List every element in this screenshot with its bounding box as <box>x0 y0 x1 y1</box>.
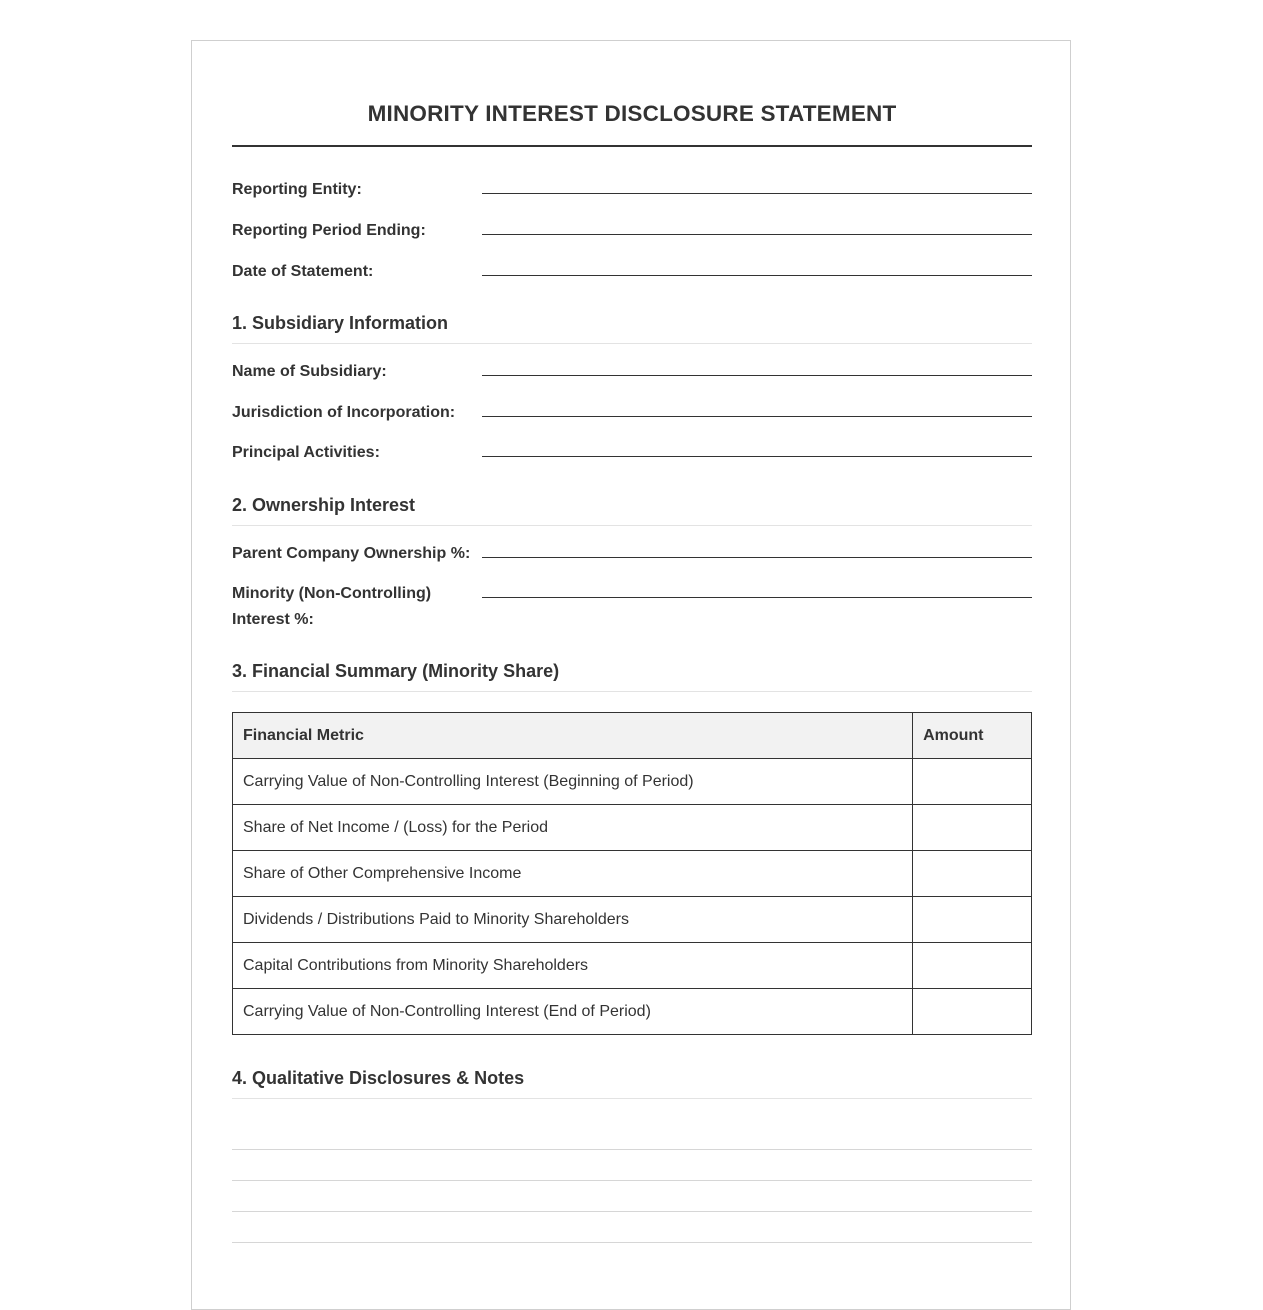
metric-cell: Carrying Value of Non-Controlling Interest (Beginning of Period) <box>233 759 913 805</box>
table-header-row <box>233 713 1032 759</box>
notes-line[interactable] <box>232 1242 1032 1243</box>
field-label: Minority (Non-Controlling) Interest %: <box>232 585 432 628</box>
field-label: Jurisdiction of Incorporation: <box>232 404 456 421</box>
metric-cell: Capital Contributions from Minority Shareholders <box>233 943 913 989</box>
amount-cell[interactable] <box>913 943 1032 989</box>
subsidiary-name-field[interactable] <box>232 359 1032 389</box>
statement-date-field[interactable] <box>232 259 1032 289</box>
title-divider <box>232 145 1032 147</box>
metric-cell: Share of Net Income / (Loss) for the Period <box>233 805 913 851</box>
table-row <box>233 851 1032 897</box>
field-line[interactable] <box>482 557 1032 558</box>
table-row <box>233 943 1032 989</box>
table-row <box>233 989 1032 1035</box>
field-label: Reporting Period Ending: <box>232 222 426 239</box>
section-divider <box>232 343 1032 344</box>
table-row <box>233 805 1032 851</box>
field-label: Reporting Entity: <box>232 181 362 198</box>
table-row <box>233 897 1032 943</box>
notes-line[interactable] <box>232 1149 1032 1150</box>
financial-summary-table <box>232 712 1032 1035</box>
minority-interest-field[interactable] <box>232 581 1032 635</box>
amount-cell[interactable] <box>913 805 1032 851</box>
field-line[interactable] <box>482 275 1032 276</box>
notes-line[interactable] <box>232 1211 1032 1212</box>
field-line[interactable] <box>482 234 1032 235</box>
field-line[interactable] <box>482 597 1032 598</box>
table-row <box>233 759 1032 805</box>
section-title-financial: 3. Financial Summary (Minority Share) <box>232 661 560 681</box>
field-line[interactable] <box>482 375 1032 376</box>
section-title-ownership: 2. Ownership Interest <box>232 495 416 515</box>
amount-cell[interactable] <box>913 989 1032 1035</box>
reporting-entity-field[interactable] <box>232 177 1032 207</box>
document-title: MINORITY INTEREST DISCLOSURE STATEMENT <box>367 101 897 126</box>
amount-cell[interactable] <box>913 897 1032 943</box>
column-header-metric: Financial Metric <box>233 713 913 759</box>
notes-line[interactable] <box>232 1180 1032 1181</box>
metric-cell: Share of Other Comprehensive Income <box>233 851 913 897</box>
document-page <box>191 40 1071 1310</box>
field-label: Name of Subsidiary: <box>232 363 387 380</box>
principal-activities-field[interactable] <box>232 440 1032 470</box>
field-line[interactable] <box>482 456 1032 457</box>
metric-cell: Dividends / Distributions Paid to Minority Shareholders <box>233 897 913 943</box>
field-line[interactable] <box>482 193 1032 194</box>
section-divider <box>232 1098 1032 1099</box>
field-label: Principal Activities: <box>232 444 380 461</box>
field-label: Parent Company Ownership %: <box>232 545 471 562</box>
metric-cell: Carrying Value of Non-Controlling Interest (End of Period) <box>233 989 913 1035</box>
field-line[interactable] <box>482 416 1032 417</box>
jurisdiction-field[interactable] <box>232 400 1032 430</box>
section-divider <box>232 525 1032 526</box>
parent-ownership-field[interactable] <box>232 541 1032 571</box>
section-divider <box>232 691 1032 692</box>
field-label: Date of Statement: <box>232 263 374 280</box>
amount-cell[interactable] <box>913 759 1032 805</box>
section-title-subsidiary: 1. Subsidiary Information <box>232 313 449 333</box>
column-header-amount: Amount <box>913 713 1032 759</box>
reporting-period-field[interactable] <box>232 218 1032 248</box>
section-title-notes: 4. Qualitative Disclosures & Notes <box>232 1068 525 1088</box>
amount-cell[interactable] <box>913 851 1032 897</box>
